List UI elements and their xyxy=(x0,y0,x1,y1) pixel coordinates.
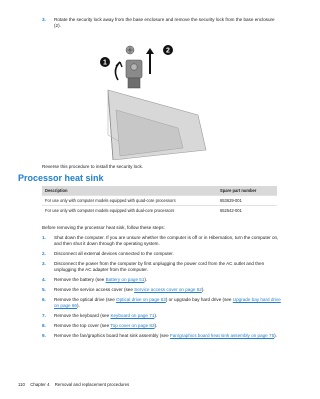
step-number: 1. xyxy=(42,235,46,240)
step-text: Disconnect the power from the computer by first unplugging the power cord from the AC outlet and then unplugging the AC adapter from the computer. xyxy=(54,261,265,272)
list-item xyxy=(42,333,282,339)
step-number: 5. xyxy=(42,287,46,292)
step-number: 6. xyxy=(42,297,46,302)
keyboard-link[interactable]: Keyboard on page 71 xyxy=(110,313,155,318)
step-number: 7. xyxy=(42,313,46,318)
chapter-title: Removal and replacement procedures xyxy=(54,382,130,387)
page-number: 110 xyxy=(18,382,25,387)
table-row xyxy=(42,206,277,216)
step-text: Rotate the security lock away from the base enclosure and remove the security lock from the base enclosure (2). xyxy=(54,17,275,28)
top-cover-link[interactable]: Top cover on page 83 xyxy=(110,323,155,328)
step-text: Remove the keyboard (see xyxy=(54,313,111,318)
list-item xyxy=(42,251,282,257)
step-number: 2. xyxy=(42,251,46,256)
step-text: ). xyxy=(201,287,205,292)
intro-text: Before removing the processor heat sink, follow these steps: xyxy=(42,225,165,230)
fan-heat-sink-link[interactable]: Fan/graphics board heat sink assembly on page 75 xyxy=(169,333,275,338)
security-lock-illustration xyxy=(78,40,228,160)
list-item xyxy=(42,261,282,273)
table-row xyxy=(42,196,277,206)
step-number: 8. xyxy=(42,323,46,328)
list-item xyxy=(42,297,282,309)
list-item xyxy=(42,323,282,329)
optical-drive-link[interactable]: Optical drive on page 63 xyxy=(116,297,166,302)
callout-1: 1 xyxy=(103,59,107,67)
step-text: ). xyxy=(77,303,80,308)
step-number: 3. xyxy=(42,261,46,266)
security-lock-drawing xyxy=(78,40,228,160)
step-3 xyxy=(42,17,282,29)
service-access-cover-link[interactable]: Service access cover on page 52 xyxy=(134,287,202,292)
step-text: Remove the fan/graphics board heat sink assembly (see xyxy=(54,333,170,338)
step-number: 3. xyxy=(42,17,46,22)
section-title: Processor heat sink xyxy=(18,173,104,183)
step-number: 4. xyxy=(42,277,46,282)
column-header-description: Description xyxy=(42,186,217,196)
table-cell: 653629-001 xyxy=(217,196,277,206)
step-text: ). xyxy=(154,313,158,318)
step-text: ) or upgrade bay hard drive (see xyxy=(165,297,233,302)
list-item xyxy=(42,313,282,319)
page-footer xyxy=(18,382,129,387)
step-text: ). xyxy=(154,323,158,328)
step-number: 9. xyxy=(42,333,46,338)
column-header-part-number: Spare part number xyxy=(217,186,277,196)
table-cell: For use only with computer models equipped with dual-core processors xyxy=(42,206,217,216)
battery-link[interactable]: Battery on page 51 xyxy=(105,277,145,282)
upgrade-bay-hard-drive-link[interactable]: Upgrade bay hard drive on page 66 xyxy=(54,297,281,308)
step-text: Remove the battery (see xyxy=(54,277,106,282)
table-cell: 652542-001 xyxy=(217,206,277,216)
step-text: Remove the optical drive (see xyxy=(54,297,117,302)
chapter-label: Chapter 4 xyxy=(30,382,50,387)
list-item xyxy=(42,235,282,247)
callout-2: 2 xyxy=(166,47,170,55)
table-header-row xyxy=(42,186,277,196)
reverse-note: Reverse this procedure to install the security lock. xyxy=(42,164,144,169)
step-text: Disconnect all external devices connected to the computer. xyxy=(54,251,174,256)
spare-parts-table xyxy=(42,186,277,215)
step-text: ). xyxy=(144,277,148,282)
table-cell: For use only with computer models equipped with quad-core processors xyxy=(42,196,217,206)
step-text: ). xyxy=(274,333,277,338)
step-text: Shut down the computer. If you are unsure whether the computer is off or in Hibernation, turn the computer on, and then shut it down through the operating system. xyxy=(54,235,279,246)
step-text: Remove the service access cover (see xyxy=(54,287,135,292)
list-item xyxy=(42,287,282,293)
step-text: Remove the top cover (see xyxy=(54,323,111,328)
list-item xyxy=(42,277,282,283)
steps-list xyxy=(42,235,282,343)
